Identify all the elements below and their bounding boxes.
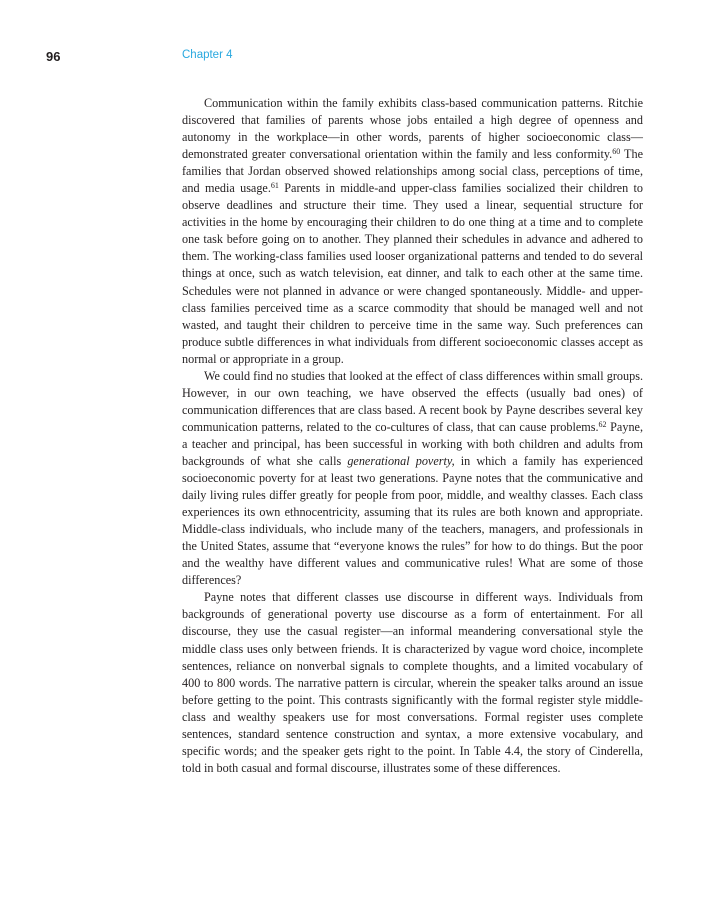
footnote-ref-61: 61 xyxy=(270,181,279,191)
paragraph-2-part-2: Payne, a teacher and principal, has been successful in working with both children and adults from backgrounds of what she calls xyxy=(182,419,643,468)
paragraph-3 xyxy=(182,589,643,777)
paragraph-3-part-1: Payne notes that different classes use discourse in different ways. Individuals from backgrounds of generational poverty use discourse as a form of entertainment. For all discourse, they use the casual register—an informal meandering conversational style the middle class uses only between friends. It is characterized by vague word choice, incomplete sentences, reliance on nonverbal signals to complete thoughts, and a limited vocabulary of 400 to 800 words. The narrative pattern is circular, wherein the speaker talks around an issue before getting to the point. This contrasts significantly with the formal register style middle-class and wealthy speakers use for most conversations. Formal register uses complete sentences, standard sentence construction and syntax, a more extensive vocabulary, and specific words; and the speaker gets right to the point. In Table 4.4, the story of Cinderella, told in both casual and formal discourse, illustrates some of these differences. xyxy=(182,590,643,775)
paragraph-1-part-3: Parents in middle-and upper-class families socialized their children to observe deadlines and structure their time. They used a linear, sequential structure for activities in the home by encouraging their children to do one thing at a time and to complete one task before going on to another. They planned their schedules in advance and adhered to them. The working-class families used looser organizational patterns and tended to do several things at once, such as watch television, eat dinner, and talk to each other at the same time. Schedules were not planned in advance or were changed spontaneously. Middle- and upper-class families perceived time as a scarce commodity that should be managed well and not wasted, and taught their children to perceive time in the same way. Such preferences can produce subtle differences in what individuals from different socioeconomic classes accept as normal or appropriate in a group. xyxy=(182,181,643,366)
paragraph-2-part-3: in which a family has experienced socioeconomic poverty for at least two generations. Payne notes that the communicative and daily living rules differ greatly for people from poor, middle, and wealthy classes. Each class experiences its own ethnocentricity, assuming that its rules are both known and appropriate. Middle-class individuals, who include many of the teachers, managers, and professionals in the United States, assume that “everyone knows the rules” for how to do things. But the poor and the wealthy have different values and communicative rules! What are some of those differences? xyxy=(182,453,643,588)
footnote-ref-62: 62 xyxy=(598,419,607,429)
chapter-label: Chapter 4 xyxy=(182,49,233,61)
paragraph-1-part-1: Communication within the family exhibits class-based communication patterns. Ritchie discovered that families of parents whose jobs entailed a high degree of openness and autonomy in the workplace—in other words, parents of higher socioeconomic class—demonstrated greater conversational orientation within the family and less conformity. xyxy=(182,96,643,162)
body-text xyxy=(182,95,643,777)
paragraph-1 xyxy=(182,95,643,368)
paragraph-1-part-2: The families that Jordan observed showed relationships among social class, perceptions of time, and media usage. xyxy=(182,147,643,196)
paragraph-2 xyxy=(182,368,643,590)
paragraph-2-part-1: We could find no studies that looked at the effect of class differences within small groups. However, in our own teaching, we have observed the effects (usually bad ones) of communication differences that are class based. A recent book by Payne describes several key communication patterns, related to the co-cultures of class, that can cause problems. xyxy=(182,368,643,434)
footnote-ref-60: 60 xyxy=(612,147,621,157)
page-number: 96 xyxy=(46,49,61,64)
italic-term: generational poverty, xyxy=(347,453,455,468)
